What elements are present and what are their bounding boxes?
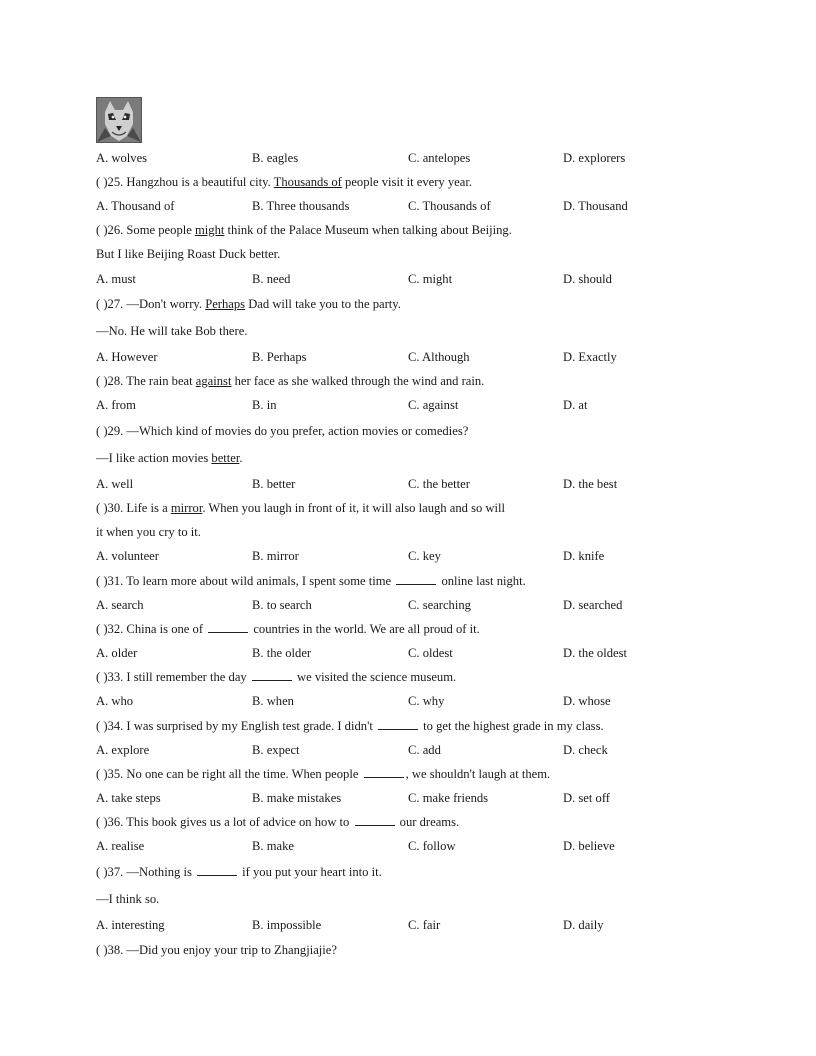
q32-text-end: countries in the world. We are all proud of it. xyxy=(253,622,480,636)
q28-option-c[interactable]: C. against xyxy=(408,398,459,412)
q35-text-end: , we shouldn't laugh at them. xyxy=(405,767,551,781)
q24-option-c[interactable]: C. antelopes xyxy=(408,151,471,165)
q25-text-start: ( )25. Hangzhou is a beautiful city. xyxy=(96,175,274,189)
q37-option-a[interactable]: A. interesting xyxy=(96,918,165,932)
q35-option-d[interactable]: D. set off xyxy=(563,791,610,805)
q25-option-c[interactable]: C. Thousands of xyxy=(408,199,491,213)
q31-option-b[interactable]: B. to search xyxy=(252,598,312,612)
q34-option-a[interactable]: A. explore xyxy=(96,743,150,757)
q34-option-d[interactable]: D. check xyxy=(563,743,608,757)
q29-option-a[interactable]: A. well xyxy=(96,477,134,491)
q31-text-start: ( )31. To learn more about wild animals, I spent some time xyxy=(96,574,392,588)
q28-text-start: ( )28. The rain beat xyxy=(96,374,196,388)
q27-option-d[interactable]: D. Exactly xyxy=(563,350,617,364)
q37-option-b[interactable]: B. impossible xyxy=(252,918,322,932)
q27-option-c[interactable]: C. Although xyxy=(408,350,470,364)
q35-question xyxy=(96,765,550,783)
q29-option-c[interactable]: C. the better xyxy=(408,477,470,491)
q37-option-d[interactable]: D. daily xyxy=(563,918,604,932)
wolf-image xyxy=(96,97,142,143)
q37-answer-blank[interactable] xyxy=(197,864,237,876)
q30-question xyxy=(96,499,505,517)
q29-text-start: —I like action movies xyxy=(96,451,212,465)
q37-line2: —I think so. xyxy=(96,892,160,906)
q29-options xyxy=(96,475,716,493)
q28-question xyxy=(96,372,484,390)
q30-text-end: . When you laugh in front of it, it will also laugh and so will xyxy=(202,501,506,515)
q31-option-a[interactable]: A. search xyxy=(96,598,144,612)
q27-underlined: Perhaps xyxy=(205,297,246,311)
q34-option-b[interactable]: B. expect xyxy=(252,743,300,757)
q32-text-start: ( )32. China is one of xyxy=(96,622,204,636)
q26-text-start: ( )26. Some people xyxy=(96,223,195,237)
q27-text-end: Dad will take you to the party. xyxy=(245,297,401,311)
q36-question xyxy=(96,813,459,831)
q33-answer-blank[interactable] xyxy=(252,669,292,681)
q26-line2: But I like Beijing Roast Duck better. xyxy=(96,247,281,261)
q37-options xyxy=(96,916,716,934)
q28-options xyxy=(96,396,716,414)
q32-option-c[interactable]: C. oldest xyxy=(408,646,453,660)
q30-underlined: mirror xyxy=(170,501,203,515)
q28-text-end: her face as she walked through the wind and rain. xyxy=(231,374,485,388)
q27-question xyxy=(96,295,401,313)
q36-option-b[interactable]: B. make xyxy=(252,839,294,853)
q35-option-c[interactable]: C. make friends xyxy=(408,791,489,805)
q27-option-a[interactable]: A. However xyxy=(96,350,158,364)
q34-text-end: to get the highest grade in my class. xyxy=(423,719,604,733)
q34-options xyxy=(96,741,716,759)
q28-underlined: against xyxy=(195,374,232,388)
q24-options xyxy=(96,149,716,167)
q37-question xyxy=(96,863,382,881)
q31-option-d[interactable]: D. searched xyxy=(563,598,623,612)
q32-option-a[interactable]: A. older xyxy=(96,646,138,660)
q37-text-start: ( )37. —Nothing is xyxy=(96,865,192,879)
q35-text-start: ( )35. No one can be right all the time. When people xyxy=(96,767,359,781)
q36-text-end: our dreams. xyxy=(399,815,460,829)
q31-text-end: online last night. xyxy=(441,574,526,588)
q35-option-a[interactable]: A. take steps xyxy=(96,791,161,805)
q26-option-d[interactable]: D. should xyxy=(563,272,612,286)
q29-question: ( )29. —Which kind of movies do you prefer, action movies or comedies? xyxy=(96,424,469,438)
q25-text-end: people visit it every year. xyxy=(341,175,472,189)
q27-option-b[interactable]: B. Perhaps xyxy=(252,350,307,364)
q33-text-start: ( )33. I still remember the day xyxy=(96,670,247,684)
q31-question xyxy=(96,572,526,590)
q26-option-b[interactable]: B. need xyxy=(252,272,291,286)
q25-question xyxy=(96,173,472,191)
q26-text-end: think of the Palace Museum when talking about Beijing. xyxy=(224,223,512,237)
q32-question xyxy=(96,620,480,638)
q36-options xyxy=(96,837,716,855)
q31-answer-blank[interactable] xyxy=(396,573,436,585)
q34-text-start: ( )34. I was surprised by my English test grade. I didn't xyxy=(96,719,373,733)
q31-option-c[interactable]: C. searching xyxy=(408,598,471,612)
q29-option-b[interactable]: B. better xyxy=(252,477,296,491)
q33-option-d[interactable]: D. whose xyxy=(563,694,611,708)
q32-option-d[interactable]: D. the oldest xyxy=(563,646,628,660)
q34-option-c[interactable]: C. add xyxy=(408,743,441,757)
q36-option-c[interactable]: C. follow xyxy=(408,839,456,853)
q26-options xyxy=(96,270,716,288)
q33-option-c[interactable]: C. why xyxy=(408,694,445,708)
q33-option-a[interactable]: A. who xyxy=(96,694,134,708)
q33-options xyxy=(96,692,716,710)
q27-line2: —No. He will take Bob there. xyxy=(96,324,248,338)
q24-option-d[interactable]: D. explorers xyxy=(563,151,626,165)
q25-option-a[interactable]: A. Thousand of xyxy=(96,199,175,213)
q28-option-d[interactable]: D. at xyxy=(563,398,588,412)
q27-options xyxy=(96,348,716,366)
q26-option-a[interactable]: A. must xyxy=(96,272,136,286)
q25-option-b[interactable]: B. Three thousands xyxy=(252,199,350,213)
q25-options xyxy=(96,197,716,215)
q33-question xyxy=(96,668,456,686)
q24-option-b[interactable]: B. eagles xyxy=(252,151,299,165)
q26-option-c[interactable]: C. might xyxy=(408,272,453,286)
q26-underlined: might xyxy=(194,223,225,237)
q27-text-start: ( )27. —Don't worry. xyxy=(96,297,206,311)
q32-options xyxy=(96,644,716,662)
q30-line2: it when you cry to it. xyxy=(96,525,201,539)
q24-option-a[interactable]: A. wolves xyxy=(96,151,148,165)
q25-underlined: Thousands of xyxy=(273,175,342,189)
q36-option-d[interactable]: D. believe xyxy=(563,839,615,853)
q28-option-b[interactable]: B. in xyxy=(252,398,277,412)
q29-line2 xyxy=(96,449,243,467)
q30-option-b[interactable]: B. mirror xyxy=(252,549,299,563)
q37-text-end: if you put your heart into it. xyxy=(242,865,382,879)
q36-text-start: ( )36. This book gives us a lot of advice on how to xyxy=(96,815,350,829)
q35-option-b[interactable]: B. make mistakes xyxy=(252,791,342,805)
q31-options xyxy=(96,596,716,614)
q34-answer-blank[interactable] xyxy=(378,718,418,730)
q29-underlined: better xyxy=(211,451,240,465)
q25-option-d[interactable]: D. Thousand xyxy=(563,199,628,213)
q28-option-a[interactable]: A. from xyxy=(96,398,136,412)
q36-option-a[interactable]: A. realise xyxy=(96,839,145,853)
q35-options xyxy=(96,789,716,807)
q30-options xyxy=(96,547,716,565)
q35-answer-blank[interactable] xyxy=(364,766,404,778)
q26-question xyxy=(96,221,512,239)
q33-text-end: we visited the science museum. xyxy=(297,670,457,684)
q30-option-c[interactable]: C. key xyxy=(408,549,441,563)
q32-option-b[interactable]: B. the older xyxy=(252,646,312,660)
q29-option-d[interactable]: D. the best xyxy=(563,477,618,491)
q30-text-start: ( )30. Life is a xyxy=(96,501,171,515)
q37-option-c[interactable]: C. fair xyxy=(408,918,441,932)
q34-question xyxy=(96,717,604,735)
q30-option-d[interactable]: D. knife xyxy=(563,549,605,563)
q36-answer-blank[interactable] xyxy=(355,814,395,826)
q30-option-a[interactable]: A. volunteer xyxy=(96,549,159,563)
q32-answer-blank[interactable] xyxy=(208,621,248,633)
q33-option-b[interactable]: B. when xyxy=(252,694,294,708)
q38-question: ( )38. —Did you enjoy your trip to Zhangjiajie? xyxy=(96,943,337,957)
q29-text-end: . xyxy=(239,451,243,465)
